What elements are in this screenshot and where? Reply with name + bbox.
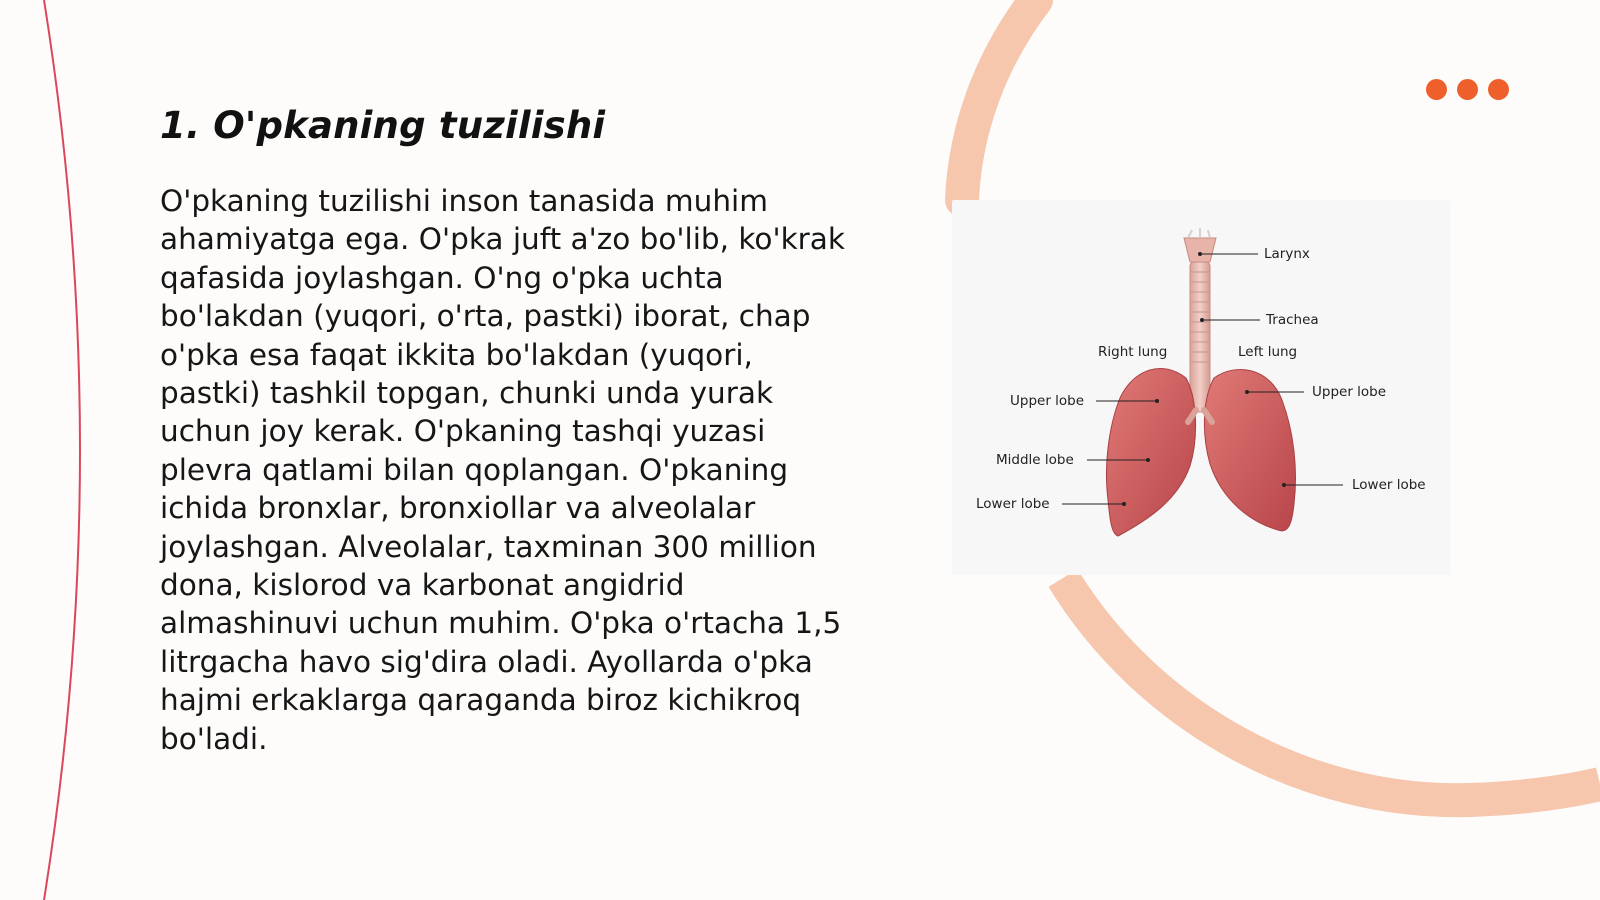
- slide-body-text: O'pkaning tuzilishi inson tanasida muhim ahamiyatga ega. O'pka juft a'zo bo'lib, ko'krak qafasida joylashgan. O'ng o'pka uchta bo'lakdan (yuqori, o'rta, pastki) iborat, chap o'pka esa faqat ikkita bo'lakdan (yuqori, pastki) tashkil topgan, chunki unda yurak uchun joy kerak. O'pkaning tashqi yuzasi plevra qatlami bilan qoplangan. O'pkaning ichida bronxlar, bronxiollar va alveolalar joylashgan. Alveolalar, taxminan 300 million dona, kislorod va karbonat angidrid almashinuvi uchun muhim. O'pka o'rtacha 1,5 litrgacha havo sig'dira oladi. Ayollarda o'pka hajmi erkaklarga qaraganda biroz kichikroq bo'ladi.: [160, 184, 845, 756]
- lung-diagram: [952, 200, 1450, 575]
- label-middle-lobe: Middle lobe: [996, 452, 1074, 468]
- label-trachea: Trachea: [1266, 312, 1319, 328]
- left-lung-shape: [1204, 369, 1295, 530]
- right-lung-shape: [1107, 368, 1196, 536]
- label-lower-lobe-left: Lower lobe: [1352, 477, 1426, 493]
- label-upper-lobe-right: Upper lobe: [1010, 393, 1085, 409]
- label-larynx: Larynx: [1264, 246, 1310, 262]
- left-edge-curve: [44, 0, 80, 900]
- dot-2: [1457, 79, 1478, 100]
- trachea-shape: [1190, 262, 1210, 412]
- dot-1: [1426, 79, 1447, 100]
- dot-3: [1488, 79, 1509, 100]
- slide-title: 1. O'pkaning tuzilishi: [160, 104, 606, 147]
- label-left-lung: Left lung: [1238, 344, 1298, 360]
- label-upper-lobe-left: Upper lobe: [1312, 384, 1387, 400]
- decorative-ring-top: [962, 0, 1036, 200]
- label-right-lung: Right lung: [1098, 344, 1168, 360]
- decorative-ring-bottom: [1063, 578, 1600, 800]
- larynx-shape: [1184, 238, 1216, 262]
- label-lower-lobe-right: Lower lobe: [976, 496, 1050, 512]
